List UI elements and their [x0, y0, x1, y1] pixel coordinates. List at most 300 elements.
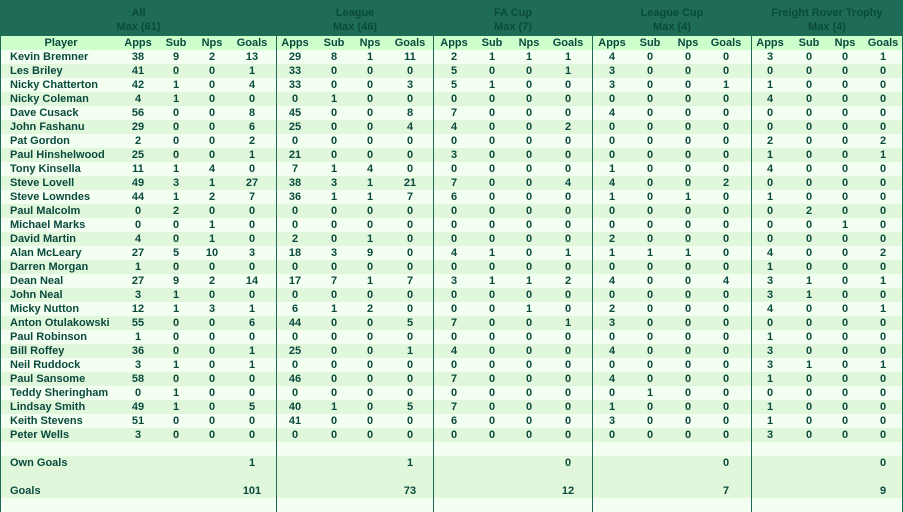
stat-cell: 0 — [646, 191, 654, 203]
stat-cell: 1 — [366, 51, 374, 63]
stat-cell: 0 — [248, 387, 256, 399]
stat-cell: 0 — [646, 51, 654, 63]
own-goals-row — [1, 456, 276, 470]
stat-cell: 2 — [564, 121, 572, 133]
stat-cell: 0 — [291, 387, 299, 399]
stat-cell: 0 — [366, 345, 374, 357]
table-row — [1, 64, 276, 78]
stat-cell: 0 — [488, 149, 496, 161]
stat-cell: 3 — [608, 317, 616, 329]
stat-cell: 1 — [172, 359, 180, 371]
table-row — [434, 190, 592, 204]
table-row — [434, 372, 592, 386]
stat-cell: 0 — [564, 233, 572, 245]
table-row — [277, 64, 433, 78]
stat-cell: 0 — [684, 261, 692, 273]
stat-cell: 0 — [172, 121, 180, 133]
own-goals-value: 0 — [564, 457, 572, 469]
stat-cell: 0 — [406, 93, 414, 105]
stat-cell: 4 — [366, 163, 374, 175]
column-header-sub: Sub — [798, 37, 820, 49]
stat-cell: 1 — [330, 93, 338, 105]
stat-cell: 0 — [805, 163, 813, 175]
stat-cell: 1 — [172, 163, 180, 175]
stat-cell: 29 — [131, 121, 145, 133]
stat-cell: 0 — [841, 107, 849, 119]
table-row — [1, 386, 276, 400]
stat-cell: 0 — [366, 107, 374, 119]
stat-cell: 2 — [208, 191, 216, 203]
stat-cell: 0 — [879, 205, 887, 217]
table-row — [1, 302, 276, 316]
stat-cell: 0 — [608, 135, 616, 147]
stats-table — [1, 1, 902, 511]
stat-cell: 0 — [722, 345, 730, 357]
table-row — [434, 246, 592, 260]
stat-cell: 0 — [841, 149, 849, 161]
table-row — [434, 274, 592, 288]
column-header-nps: Nps — [201, 37, 223, 49]
stat-cell: 0 — [208, 149, 216, 161]
table-row — [593, 218, 751, 232]
stat-cell: 0 — [646, 65, 654, 77]
stat-cell: 0 — [722, 51, 730, 63]
stat-cell: 0 — [330, 317, 338, 329]
own-goals-row — [277, 456, 433, 470]
player-name: Dave Cusack — [10, 107, 79, 119]
player-name: Anton Otulakowski — [10, 317, 110, 329]
stat-cell: 0 — [564, 261, 572, 273]
stat-cell: 1 — [488, 51, 496, 63]
stat-cell: 1 — [330, 163, 338, 175]
spacer-row — [593, 498, 751, 512]
column-header-row — [593, 36, 751, 50]
stat-cell: 0 — [172, 317, 180, 329]
table-row — [277, 176, 433, 190]
column-header-sub: Sub — [639, 37, 661, 49]
stat-cell: 0 — [450, 163, 458, 175]
stat-cell: 42 — [131, 79, 145, 91]
table-row — [434, 176, 592, 190]
stat-cell: 38 — [131, 51, 145, 63]
stat-cell: 1 — [805, 275, 813, 287]
stat-cell: 0 — [646, 317, 654, 329]
column-header-apps: Apps — [598, 37, 626, 49]
stat-cell: 0 — [805, 191, 813, 203]
stat-cell: 0 — [879, 289, 887, 301]
stat-cell: 0 — [488, 429, 496, 441]
competition-fa-cup — [434, 1, 592, 511]
stat-cell: 0 — [646, 415, 654, 427]
table-row — [593, 120, 751, 134]
stat-cell: 8 — [406, 107, 414, 119]
column-header-nps: Nps — [518, 37, 540, 49]
stat-cell: 0 — [208, 317, 216, 329]
stat-cell: 0 — [525, 331, 533, 343]
stat-cell: 0 — [684, 373, 692, 385]
stat-cell: 1 — [134, 261, 142, 273]
competition-max-apps: Max (4) — [808, 21, 846, 33]
stat-cell: 0 — [525, 373, 533, 385]
stat-cell: 3 — [406, 79, 414, 91]
stat-cell: 3 — [208, 303, 216, 315]
stat-cell: 1 — [208, 233, 216, 245]
table-row — [434, 134, 592, 148]
stat-cell: 0 — [805, 107, 813, 119]
stat-cell: 9 — [366, 247, 374, 259]
stat-cell: 0 — [879, 121, 887, 133]
spacer-row — [752, 470, 902, 484]
table-row — [277, 386, 433, 400]
stat-cell: 0 — [805, 121, 813, 133]
stat-cell: 7 — [406, 191, 414, 203]
stat-cell: 0 — [684, 317, 692, 329]
stat-cell: 0 — [841, 303, 849, 315]
stat-cell: 1 — [134, 331, 142, 343]
stat-cell: 3 — [450, 149, 458, 161]
player-name: Tony Kinsella — [10, 163, 81, 175]
stat-cell: 0 — [488, 303, 496, 315]
stat-cell: 1 — [172, 191, 180, 203]
stat-cell: 0 — [841, 205, 849, 217]
goals-total-value: 101 — [242, 485, 262, 497]
stat-cell: 56 — [131, 107, 145, 119]
stat-cell: 11 — [132, 163, 144, 175]
table-row — [277, 148, 433, 162]
stat-cell: 10 — [205, 247, 219, 259]
stat-cell: 0 — [488, 65, 496, 77]
table-row — [752, 414, 902, 428]
stat-cell: 0 — [134, 205, 142, 217]
stat-cell: 0 — [488, 317, 496, 329]
stat-cell: 0 — [646, 163, 654, 175]
stat-cell: 8 — [330, 51, 338, 63]
spacer-row — [752, 442, 902, 456]
stat-cell: 1 — [879, 359, 887, 371]
stat-cell: 4 — [766, 163, 774, 175]
column-header-nps: Nps — [359, 37, 381, 49]
own-goals-value: 0 — [722, 457, 730, 469]
stat-cell: 0 — [406, 163, 414, 175]
column-header-apps: Apps — [756, 37, 784, 49]
stat-cell: 0 — [805, 303, 813, 315]
stat-cell: 0 — [879, 79, 887, 91]
stat-cell: 3 — [608, 79, 616, 91]
table-row — [434, 92, 592, 106]
table-row — [1, 330, 276, 344]
stat-cell: 0 — [722, 317, 730, 329]
stat-cell: 1 — [488, 79, 496, 91]
spacer-row — [752, 498, 902, 512]
table-row — [434, 358, 592, 372]
table-row — [434, 400, 592, 414]
stat-cell: 0 — [525, 345, 533, 357]
stat-cell: 0 — [330, 415, 338, 427]
stat-cell: 0 — [722, 107, 730, 119]
stat-cell: 0 — [330, 387, 338, 399]
table-row — [752, 330, 902, 344]
stat-cell: 1 — [564, 51, 572, 63]
stat-cell: 0 — [841, 93, 849, 105]
stat-cell: 0 — [564, 135, 572, 147]
stat-cell: 0 — [646, 205, 654, 217]
stat-cell: 1 — [366, 233, 374, 245]
stat-cell: 0 — [766, 205, 774, 217]
stat-cell: 0 — [646, 373, 654, 385]
stat-cell: 0 — [208, 387, 216, 399]
stat-cell: 0 — [330, 135, 338, 147]
table-row — [434, 288, 592, 302]
stat-cell: 0 — [722, 135, 730, 147]
goals-total-label: Goals — [10, 485, 41, 497]
stat-cell: 27 — [131, 247, 145, 259]
stat-cell: 0 — [208, 93, 216, 105]
stat-cell: 0 — [684, 415, 692, 427]
stat-cell: 1 — [684, 247, 692, 259]
stat-cell: 1 — [722, 79, 730, 91]
table-row — [752, 386, 902, 400]
stat-cell: 1 — [684, 191, 692, 203]
stat-cell: 1 — [525, 303, 533, 315]
stat-cell: 0 — [766, 387, 774, 399]
competition-title: League Cup — [640, 7, 704, 19]
stat-cell: 0 — [684, 135, 692, 147]
stat-cell: 0 — [684, 121, 692, 133]
stat-cell: 0 — [805, 79, 813, 91]
stat-cell: 0 — [208, 429, 216, 441]
stat-cell: 0 — [366, 219, 374, 231]
stat-cell: 3 — [134, 289, 142, 301]
stat-cell: 0 — [488, 219, 496, 231]
stat-cell: 0 — [488, 163, 496, 175]
stat-cell: 1 — [646, 387, 654, 399]
stat-cell: 0 — [564, 429, 572, 441]
stat-cell: 41 — [131, 65, 145, 77]
table-row — [1, 148, 276, 162]
player-name: Nicky Coleman — [10, 93, 89, 105]
stat-cell: 0 — [879, 261, 887, 273]
column-header-row — [752, 36, 902, 50]
stat-cell: 0 — [684, 93, 692, 105]
stat-cell: 0 — [525, 149, 533, 161]
stat-cell: 0 — [608, 387, 616, 399]
stat-cell: 1 — [608, 247, 616, 259]
stat-cell: 0 — [722, 331, 730, 343]
stat-cell: 0 — [406, 65, 414, 77]
stat-cell: 0 — [291, 289, 299, 301]
stat-cell: 1 — [766, 331, 774, 343]
stat-cell: 0 — [291, 205, 299, 217]
competition-league — [277, 1, 433, 511]
stat-cell: 0 — [450, 219, 458, 231]
stat-cell: 0 — [248, 163, 256, 175]
stat-cell: 49 — [131, 177, 145, 189]
table-row — [1, 50, 276, 64]
stat-cell: 3 — [330, 177, 338, 189]
stat-cell: 0 — [684, 331, 692, 343]
stat-cell: 0 — [722, 233, 730, 245]
stat-cell: 0 — [172, 429, 180, 441]
table-row — [277, 190, 433, 204]
stat-cell: 0 — [330, 121, 338, 133]
table-row — [1, 358, 276, 372]
stat-cell: 0 — [841, 121, 849, 133]
stat-cell: 38 — [288, 177, 302, 189]
stat-cell: 0 — [488, 261, 496, 273]
stat-cell: 1 — [766, 373, 774, 385]
stat-cell: 17 — [288, 275, 302, 287]
stat-cell: 0 — [608, 429, 616, 441]
table-row — [434, 344, 592, 358]
stat-cell: 0 — [406, 303, 414, 315]
stat-cell: 0 — [684, 177, 692, 189]
stat-cell: 0 — [684, 345, 692, 357]
stat-cell: 0 — [366, 317, 374, 329]
stat-cell: 0 — [722, 289, 730, 301]
stat-cell: 0 — [841, 429, 849, 441]
stat-cell: 3 — [766, 275, 774, 287]
stat-cell: 0 — [172, 373, 180, 385]
stat-cell: 1 — [248, 149, 256, 161]
stat-cell: 7 — [450, 177, 458, 189]
stat-cell: 0 — [564, 93, 572, 105]
table-row — [277, 218, 433, 232]
stat-cell: 1 — [766, 149, 774, 161]
stat-cell: 0 — [208, 415, 216, 427]
stat-cell: 0 — [564, 205, 572, 217]
stat-cell: 27 — [245, 177, 259, 189]
table-row — [593, 106, 751, 120]
table-row — [1, 162, 276, 176]
spacer-row — [1, 470, 276, 484]
table-row — [434, 232, 592, 246]
stat-cell: 0 — [879, 345, 887, 357]
player-name: Paul Robinson — [10, 331, 87, 343]
stat-cell: 0 — [564, 415, 572, 427]
stat-cell: 0 — [450, 359, 458, 371]
column-header-goals: Goals — [236, 37, 268, 49]
stat-cell: 0 — [248, 261, 256, 273]
table-row — [434, 78, 592, 92]
stat-cell: 0 — [608, 121, 616, 133]
stat-cell: 1 — [330, 191, 338, 203]
table-row — [593, 190, 751, 204]
stat-cell: 0 — [450, 135, 458, 147]
stat-cell: 0 — [564, 373, 572, 385]
stat-cell: 0 — [722, 415, 730, 427]
stat-cell: 0 — [646, 135, 654, 147]
stat-cell: 49 — [131, 401, 145, 413]
stat-cell: 0 — [646, 107, 654, 119]
stat-cell: 4 — [608, 107, 616, 119]
stat-cell: 4 — [608, 373, 616, 385]
spacer-row — [1, 442, 276, 456]
table-row — [1, 274, 276, 288]
stat-cell: 9 — [172, 51, 180, 63]
stat-cell: 0 — [291, 331, 299, 343]
stat-cell: 0 — [488, 387, 496, 399]
stat-cell: 4 — [766, 93, 774, 105]
stat-cell: 1 — [330, 303, 338, 315]
stat-cell: 0 — [450, 331, 458, 343]
stat-cell: 0 — [841, 247, 849, 259]
stat-cell: 0 — [564, 163, 572, 175]
table-row — [752, 134, 902, 148]
player-name: Micky Nutton — [10, 303, 80, 315]
stat-cell: 0 — [208, 135, 216, 147]
stat-cell: 0 — [841, 163, 849, 175]
competition-title: League — [335, 7, 375, 19]
stat-cell: 0 — [248, 415, 256, 427]
stat-cell: 0 — [525, 261, 533, 273]
column-header-sub: Sub — [165, 37, 187, 49]
table-row — [752, 302, 902, 316]
stat-cell: 0 — [646, 261, 654, 273]
table-row — [1, 414, 276, 428]
table-row — [752, 92, 902, 106]
table-row — [1, 120, 276, 134]
stat-cell: 0 — [564, 289, 572, 301]
stat-cell: 0 — [366, 205, 374, 217]
stat-cell: 7 — [291, 163, 299, 175]
stat-cell: 1 — [564, 317, 572, 329]
stat-cell: 0 — [608, 261, 616, 273]
player-name: Paul Malcolm — [10, 205, 81, 217]
column-header-row — [277, 36, 433, 50]
stat-cell: 0 — [406, 359, 414, 371]
stat-cell: 2 — [248, 135, 256, 147]
stat-cell: 0 — [248, 289, 256, 301]
spacer-row — [434, 470, 592, 484]
stat-cell: 1 — [248, 345, 256, 357]
player-name: Neil Ruddock — [10, 359, 81, 371]
stat-cell: 1 — [805, 359, 813, 371]
stat-cell: 0 — [805, 373, 813, 385]
stat-cell: 0 — [841, 359, 849, 371]
stat-cell: 0 — [766, 121, 774, 133]
table-row — [752, 50, 902, 64]
stat-cell: 0 — [488, 401, 496, 413]
table-row — [434, 414, 592, 428]
stat-cell: 0 — [330, 233, 338, 245]
stat-cell: 0 — [766, 107, 774, 119]
stat-cell: 0 — [172, 65, 180, 77]
stat-cell: 0 — [488, 191, 496, 203]
table-row — [593, 232, 751, 246]
stat-cell: 0 — [841, 373, 849, 385]
table-row — [593, 316, 751, 330]
stat-cell: 2 — [722, 177, 730, 189]
stat-cell: 4 — [608, 51, 616, 63]
stat-cell: 0 — [172, 233, 180, 245]
stat-cell: 0 — [208, 401, 216, 413]
competition-max-apps: Max (46) — [332, 21, 378, 33]
player-name: Lindsay Smith — [10, 401, 86, 413]
stat-cell: 1 — [208, 219, 216, 231]
stat-cell: 1 — [646, 247, 654, 259]
stat-cell: 0 — [450, 289, 458, 301]
table-row — [1, 260, 276, 274]
stat-cell: 0 — [805, 429, 813, 441]
goals-total-row — [1, 484, 276, 498]
table-row — [752, 64, 902, 78]
stat-cell: 4 — [722, 275, 730, 287]
stat-cell: 0 — [841, 233, 849, 245]
stat-cell: 1 — [172, 79, 180, 91]
table-row — [593, 176, 751, 190]
stat-cell: 1 — [172, 401, 180, 413]
spacer-row — [277, 498, 433, 512]
